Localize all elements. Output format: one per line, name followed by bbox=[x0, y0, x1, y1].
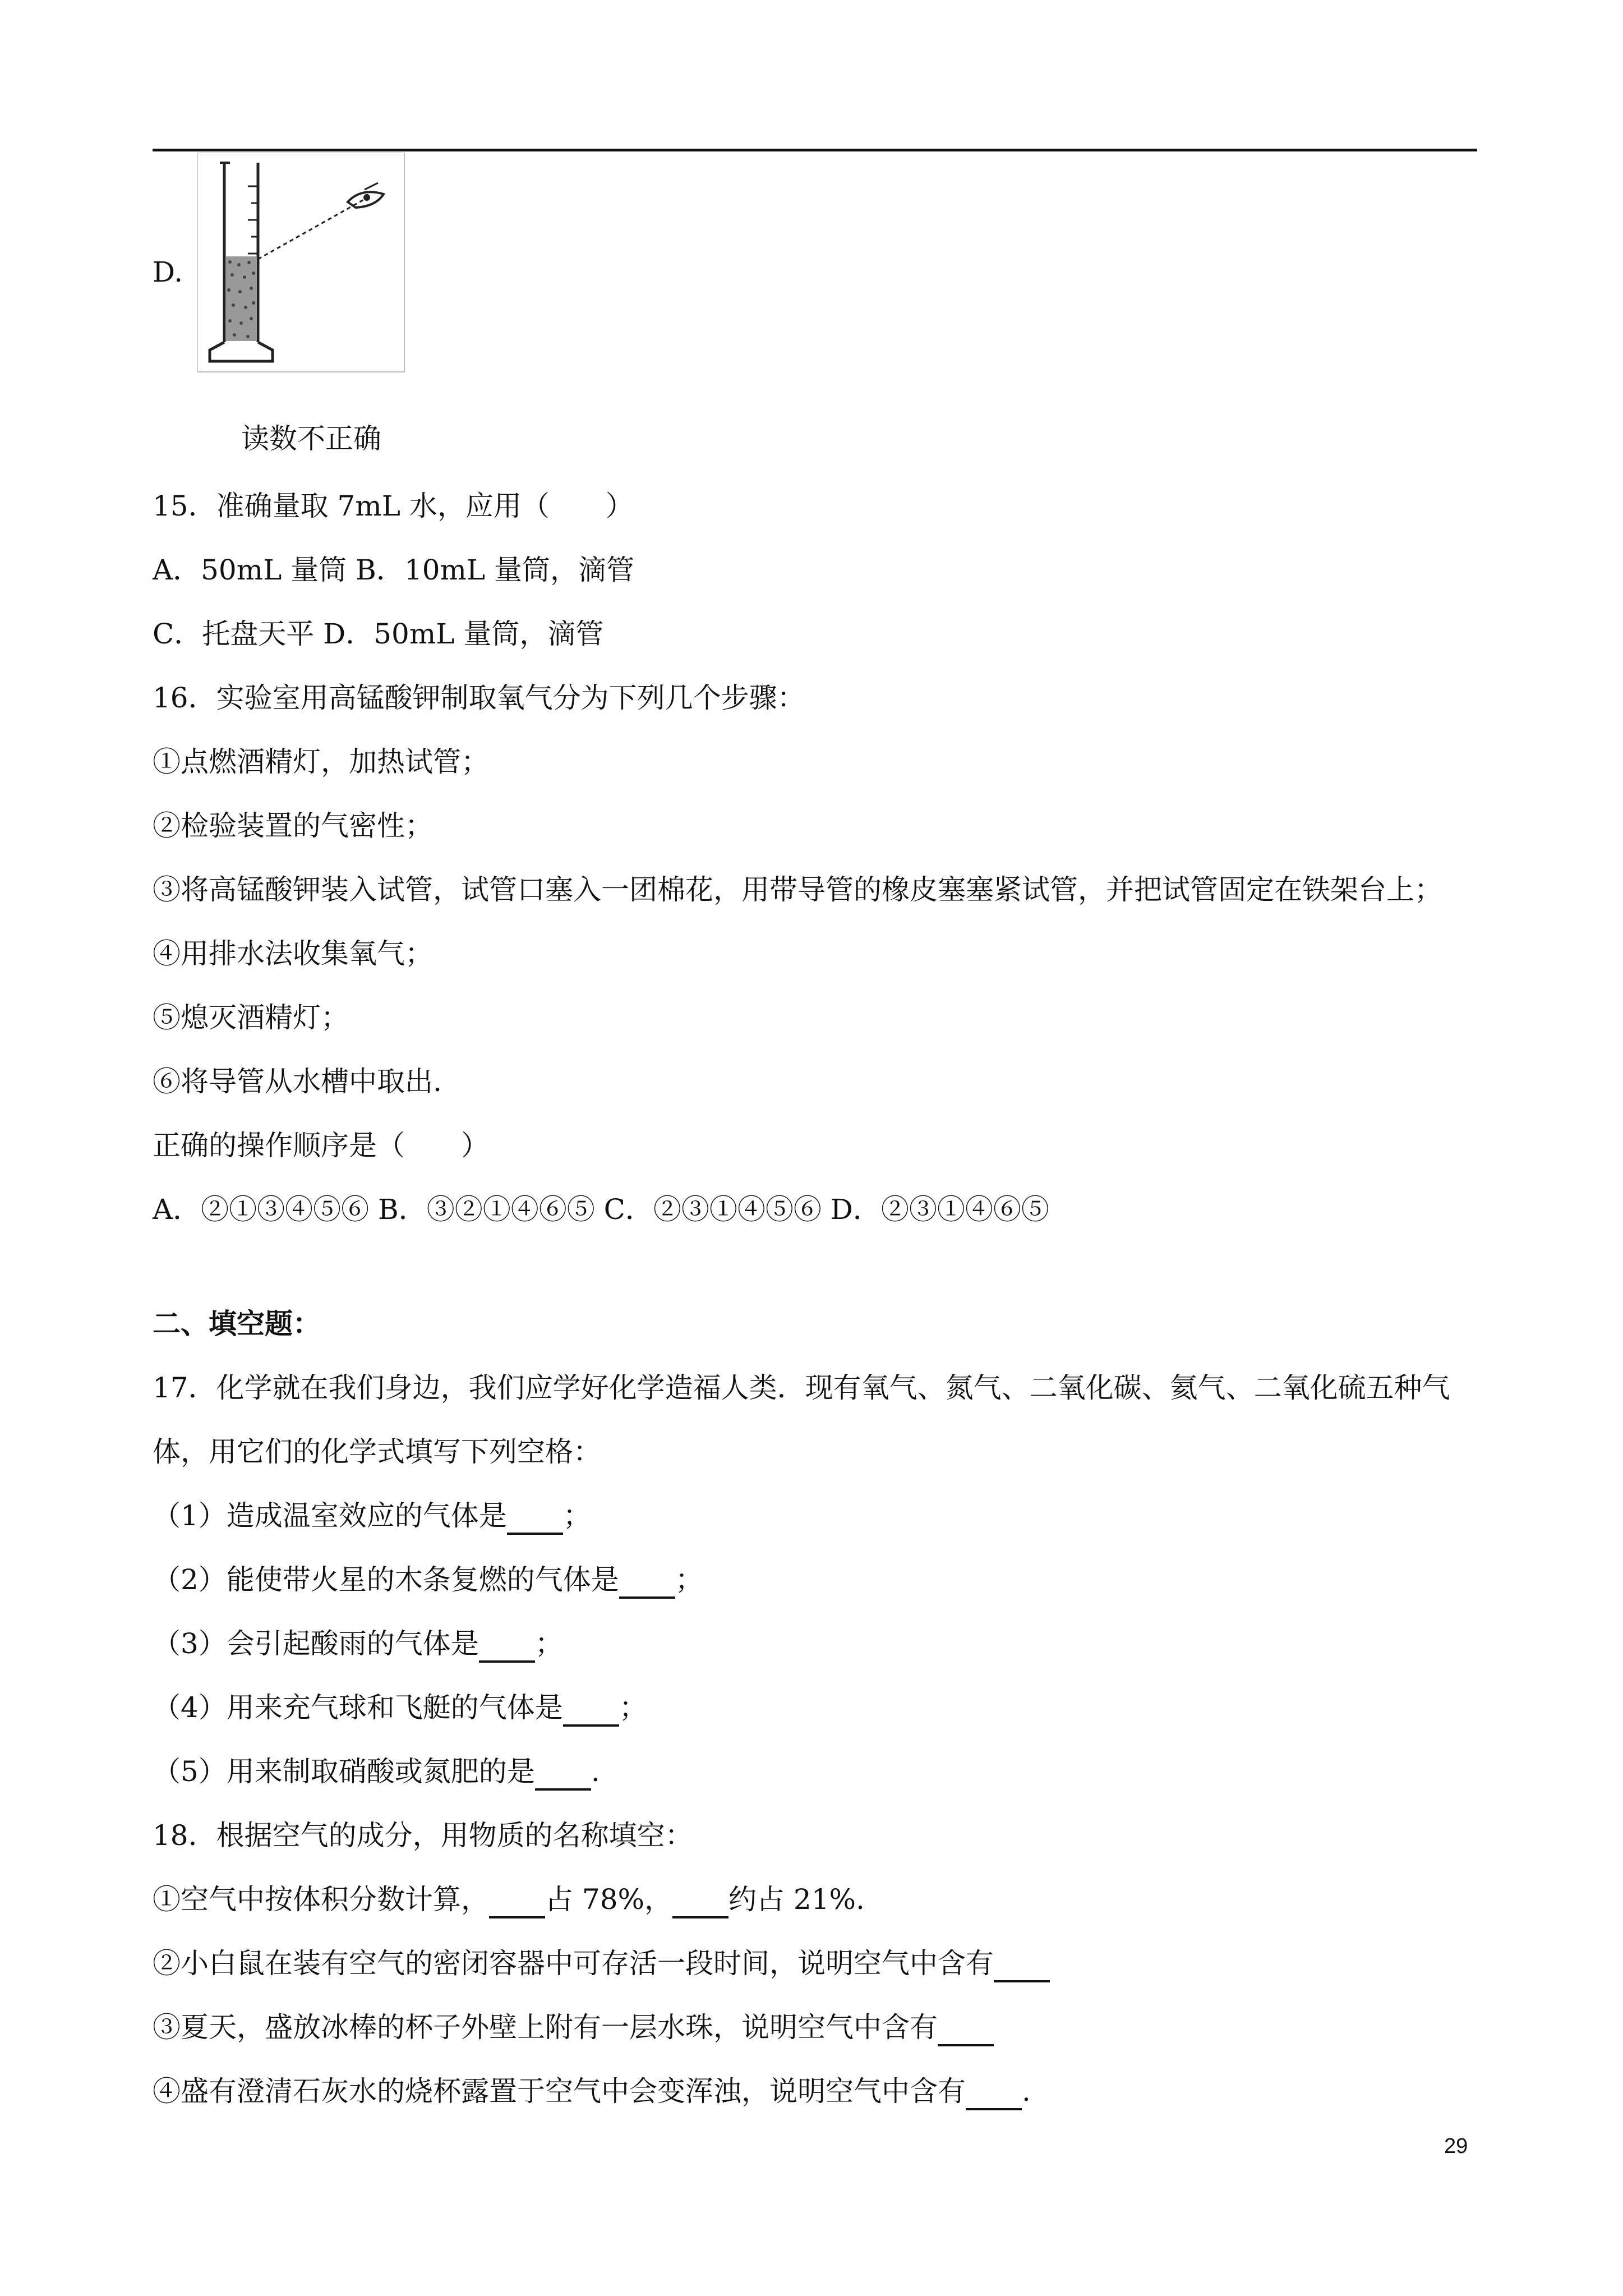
question-15: 15．准确量取 7mL 水，应用（ ） bbox=[153, 490, 634, 522]
step-2: ②检验装置的气密性； bbox=[153, 809, 433, 842]
question-15-options-ab: A．50mL 量筒 B．10mL 量筒，滴管 bbox=[153, 554, 635, 586]
figure-caption: 读数不正确 bbox=[241, 422, 381, 455]
question-16-options: A．②①③④⑤⑥ B．③②①④⑥⑤ C．②③①④⑤⑥ D．②③①④⑥⑤ bbox=[153, 1193, 1049, 1226]
answer-blank bbox=[535, 1755, 591, 1791]
step-4: ④用排水法收集氧气； bbox=[153, 937, 433, 970]
question-17-line-2: 体，用它们的化学式填写下列空格： bbox=[153, 1435, 601, 1468]
answer-blank bbox=[619, 1563, 675, 1599]
question-17-line-1: 17．化学就在我们身边，我们应学好化学造福人类．现有氧气、氮气、二氧化碳、氦气、二氧化硫五种气 bbox=[153, 1372, 1450, 1404]
question-17-item-3: （3）会引起酸雨的气体是 ； bbox=[153, 1627, 563, 1663]
answer-blank bbox=[507, 1499, 563, 1535]
question-17-item-4: （4）用来充气球和飞艇的气体是 ； bbox=[153, 1691, 647, 1727]
question-15-options-cd: C．托盘天平 D．50mL 量筒，滴管 bbox=[153, 618, 604, 650]
question-17-item-2: （2）能使带火星的木条复燃的气体是 ； bbox=[153, 1563, 703, 1599]
step-3: ③将高锰酸钾装入试管，试管口塞入一团棉花，用带导管的橡皮塞塞紧试管，并把试管固定在铁架台上； bbox=[153, 873, 1442, 906]
question-18-item-3: ③夏天，盛放冰棒的杯子外壁上附有一层水珠，说明空气中含有 bbox=[153, 2010, 994, 2046]
question-16: 16．实验室用高锰酸钾制取氧气分为下列几个步骤： bbox=[153, 682, 805, 714]
header-rule bbox=[153, 149, 1477, 151]
step-5: ⑤熄灭酒精灯； bbox=[153, 1001, 349, 1034]
answer-blank bbox=[938, 2010, 994, 2046]
question-17-item-1: （1）造成温室效应的气体是 ； bbox=[153, 1499, 591, 1535]
answer-blank bbox=[994, 1947, 1050, 1982]
section-heading: 二、填空题： bbox=[153, 1308, 321, 1340]
question-18-item-2: ②小白鼠在装有空气的密闭容器中可存活一段时间，说明空气中含有 bbox=[153, 1947, 1050, 1982]
answer-blank bbox=[489, 1883, 545, 1918]
page-number: 29 bbox=[1444, 2134, 1468, 2158]
answer-blank bbox=[672, 1883, 728, 1918]
answer-blank bbox=[563, 1691, 619, 1727]
answer-blank bbox=[966, 2074, 1022, 2110]
step-6: ⑥将导管从水槽中取出. bbox=[153, 1065, 442, 1098]
answer-blank bbox=[479, 1627, 535, 1663]
question-17-item-5: （5）用来制取硝酸或氮肥的是 . bbox=[153, 1755, 600, 1791]
question-18-item-4: ④盛有澄清石灰水的烧杯露置于空气中会变浑浊，说明空气中含有 . bbox=[153, 2074, 1031, 2110]
question-16-prompt: 正确的操作顺序是（ ） bbox=[153, 1129, 489, 1162]
question-18-item-1: ①空气中按体积分数计算， 占 78%， 约占 21%. bbox=[153, 1883, 865, 1918]
graduated-cylinder-figure bbox=[197, 153, 405, 372]
question-18: 18．根据空气的成分，用物质的名称填空： bbox=[153, 1819, 693, 1852]
option-d-label: D. bbox=[153, 256, 183, 288]
step-1: ①点燃酒精灯，加热试管； bbox=[153, 746, 489, 778]
